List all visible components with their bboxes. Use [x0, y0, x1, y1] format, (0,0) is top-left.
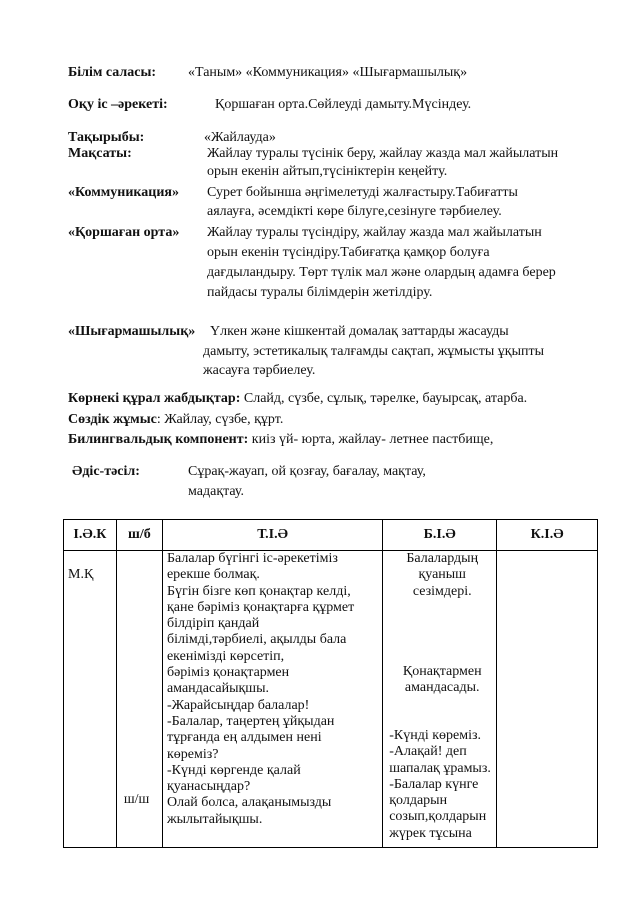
cell-line: амандасады. — [404, 680, 480, 696]
creativity-line: Үлкен және кішкентай домалақ заттарды жасауды — [210, 324, 509, 339]
goal-label: Мақсаты: — [68, 146, 132, 161]
lesson-table — [63, 519, 598, 848]
creativity-label: «Шығармашылық» — [68, 324, 196, 339]
cell-line: жылытайықшы. — [166, 811, 263, 827]
field-label: Білім саласы: — [68, 65, 157, 80]
creativity-line: жасауға тәрбиелеу. — [203, 363, 316, 378]
cell-line: тұрғанда ең алдымен нені — [166, 730, 322, 746]
creativity-line: дамыту, эстетикалық талғамды сақтап, жұмысты ұқыпты — [203, 344, 544, 359]
table-row — [64, 551, 598, 848]
cell-line: амандасайықшы. — [166, 681, 269, 697]
cell-line: ерекше болмақ. — [166, 567, 260, 583]
cell-line: созып,қолдарын — [389, 809, 487, 825]
header-cell: Б.І.Ә — [383, 520, 497, 551]
visual-aids-label: Көрнекі құрал жабдықтар: — [68, 391, 241, 406]
cell-line: екенімізді көрсетіп, — [166, 648, 285, 664]
vocabulary-label: Сөздік жұмыс — [68, 412, 157, 427]
vocabulary-value: : Жайлау, сүзбе, құрт. — [156, 412, 284, 427]
cell-line: бәріміз қонақтармен — [166, 665, 290, 681]
environment-line: пайдасы туралы білімдерін жетілдіру. — [207, 285, 433, 300]
cell-line: шапалақ ұрамыз. — [389, 760, 491, 776]
header-cell: К.І.Ә — [497, 520, 598, 551]
cell-line: -Жарайсыңдар балалар! — [166, 697, 310, 713]
cell-correction — [497, 551, 598, 848]
cell-line: Балалар бүгінгі іс-әрекетіміз — [166, 551, 338, 566]
cell-line: ш/ш — [123, 792, 150, 807]
cell-line: қуанасыңдар? — [166, 779, 251, 795]
cell-line: -Алақай! деп — [389, 744, 467, 760]
children-block-bottom — [389, 728, 491, 842]
goal-line: Жайлау туралы түсінік беру, жайлау жазда мал жайылатын — [207, 146, 559, 161]
field-value: «Таным» «Коммуникация» «Шығармашылық» — [188, 65, 468, 80]
cell-line: -Балалар, таңертең ұйқыдан — [166, 713, 335, 729]
header-cell: І.Ә.К — [64, 520, 117, 551]
children-block-top — [383, 551, 501, 600]
cell-line: көреміз? — [166, 746, 219, 762]
cell-line: сезімдері. — [412, 583, 472, 599]
cell-line: қуаныш — [418, 567, 466, 583]
communication-line: аялауға, әсемдікті көре білуге,сезінуге тәрбиелеу. — [207, 204, 502, 219]
method-label: Әдіс-тәсіл: — [72, 464, 140, 479]
cell-line: жүрек тұсына — [389, 825, 472, 841]
cell-line: қане бәріміз қонақтарға құрмет — [166, 599, 355, 615]
cell-line: -Күнді көреміз. — [389, 728, 482, 743]
cell-teacher — [162, 551, 382, 848]
cell-line: білдіріп қандай — [166, 616, 260, 632]
communication-label: «Коммуникация» — [68, 185, 179, 200]
children-block-mid — [383, 664, 501, 697]
cell-line: -Балалар күнге — [389, 776, 479, 792]
topic-label: Тақырыбы: — [68, 130, 145, 145]
cell-line: Бүгін бізге көп қонақтар келді, — [166, 583, 351, 599]
cell-line: білімді,тәрбиелі, ақылды бала — [166, 632, 347, 648]
table-header-row — [64, 520, 598, 551]
header-cell: Т.І.Ә — [162, 520, 382, 551]
header-cell: ш/б — [116, 520, 162, 551]
activity-label: Оқу іс –әрекеті: — [68, 97, 168, 112]
environment-line: орын екенін түсіндіру.Табиғатқа қамқор болуға — [207, 245, 490, 260]
environment-line: Жайлау туралы түсіндіру, жайлау жазда мал жайылатын — [207, 225, 542, 240]
environment-label: «Қоршаған орта» — [68, 225, 180, 240]
communication-line: Сурет бойынша әңгімелетуді жалғастыру.Табиғатты — [207, 185, 518, 200]
visual-aids-value: Слайд, сүзбе, сұлық, тәрелке, бауырсақ, атарба. — [240, 391, 528, 406]
bilingual-value: киіз үй- юрта, жайлау- летнее пастбище, — [248, 432, 494, 447]
environment-line: дағдыландыру. Төрт түлік мал және олардың адамға берер — [207, 265, 556, 280]
bilingual-label: Билингвальдық компонент: — [68, 432, 249, 447]
cell-children — [383, 551, 497, 848]
goal-line: орын екенін айтып,түсініктерін кеңейту. — [207, 164, 448, 179]
cell-line: қолдарын — [389, 793, 448, 809]
cell-line: -Күнді көргенде қалай — [166, 762, 301, 778]
method-line: Сұрақ-жауап, ой қозғау, бағалау, мақтау, — [188, 464, 426, 479]
cell-mode — [116, 551, 162, 848]
cell-line — [68, 551, 116, 567]
cell-line: Қонақтармен — [402, 664, 482, 679]
activity-value: Қоршаған орта.Сөйлеуді дамыту.Мүсіндеу. — [215, 97, 472, 112]
cell-line: М.Қ — [68, 567, 94, 583]
method-line: мадақтау. — [188, 484, 245, 499]
cell-stage — [64, 551, 117, 848]
cell-line: Балалардың — [406, 551, 479, 566]
topic-value: «Жайлауда» — [204, 130, 276, 145]
cell-line: Олай болса, алақанымызды — [166, 795, 332, 811]
